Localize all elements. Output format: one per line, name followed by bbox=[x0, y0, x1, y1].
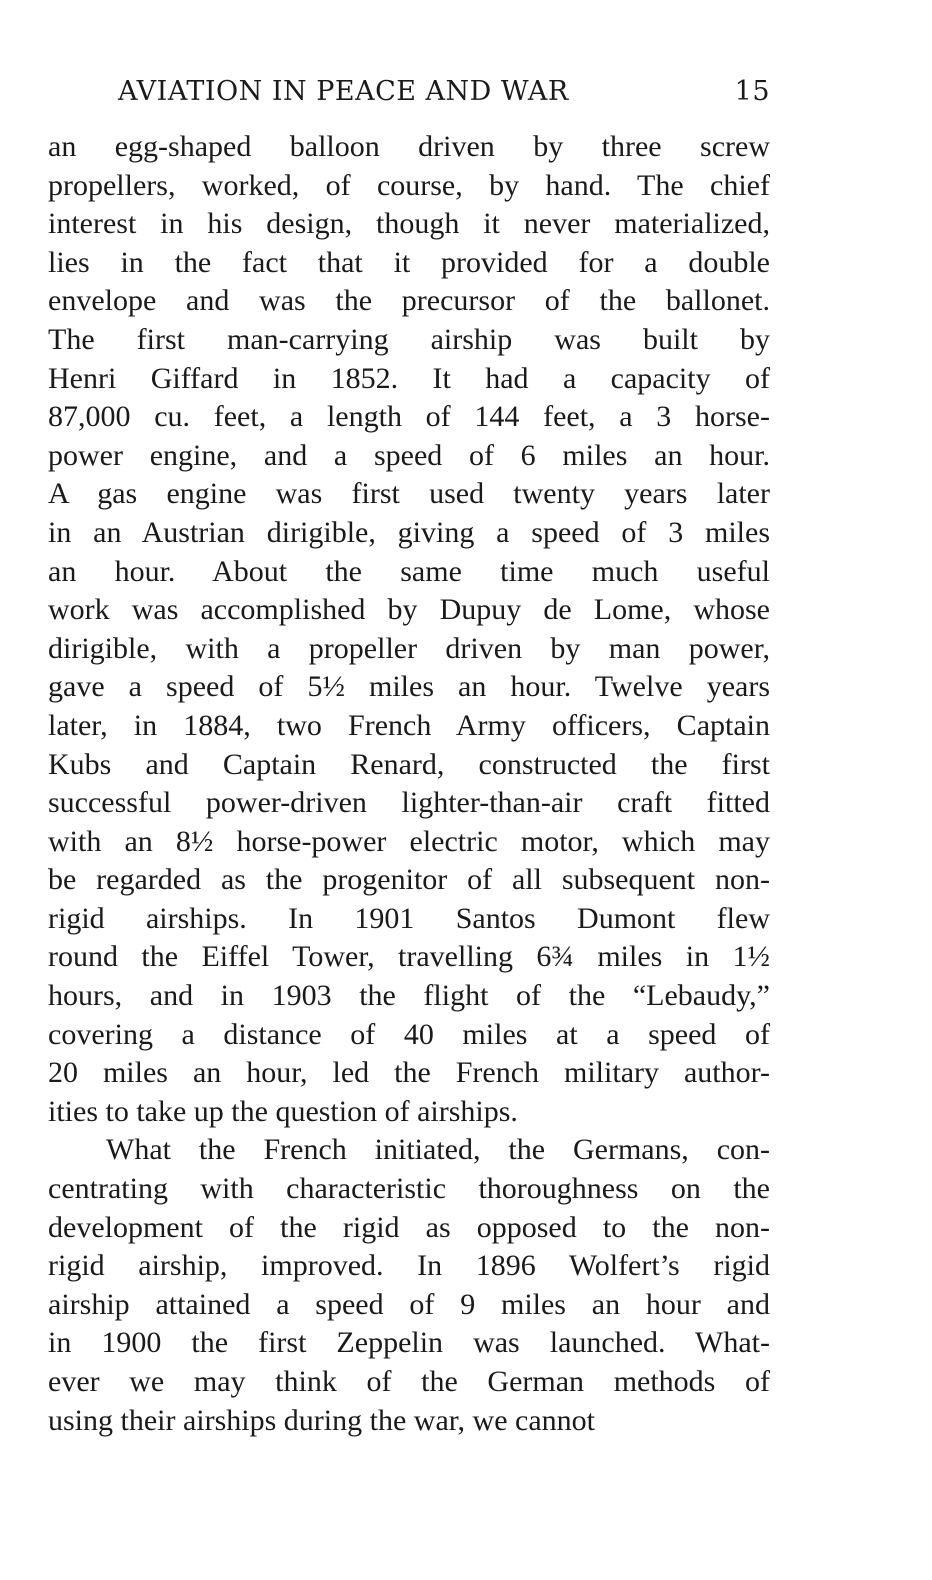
text-line: hours, and in 1903 the flight of the “Lebaudy,” bbox=[48, 979, 770, 1013]
text-line: dirigible, with a propeller driven by man power, bbox=[48, 631, 770, 665]
text-line: ities to take up the question of airships. bbox=[48, 1094, 518, 1128]
running-head-title: AVIATION IN PEACE AND WAR bbox=[118, 76, 569, 107]
page-number: 15 bbox=[734, 76, 770, 107]
text-line: What the French initiated, the Germans, con- bbox=[106, 1133, 770, 1167]
text-line: an egg-shaped balloon driven by three screw bbox=[48, 130, 770, 163]
text-line: Kubs and Captain Renard, constructed the first bbox=[48, 747, 770, 781]
paragraph bbox=[48, 1131, 770, 1440]
text-line: using their airships during the war, we cannot bbox=[48, 1403, 596, 1437]
text-line: covering a distance of 40 miles at a speed of bbox=[48, 1017, 770, 1051]
text-line: ever we may think of the German methods of bbox=[48, 1365, 770, 1398]
text-line: successful power-driven lighter-than-air craft fitted bbox=[48, 786, 770, 820]
text-line: rigid airship, improved. In 1896 Wolfert’s rigid bbox=[48, 1249, 770, 1283]
text-line: envelope and was the precursor of the ballonet. bbox=[48, 284, 770, 318]
paragraph bbox=[48, 128, 770, 1131]
text-line: an hour. About the same time much useful bbox=[48, 554, 770, 588]
text-line: power engine, and a speed of 6 miles an hour. bbox=[48, 438, 770, 472]
text-line: in an Austrian dirigible, giving a speed of 3 miles bbox=[48, 515, 770, 549]
text-line: rigid airships. In 1901 Santos Dumont flew bbox=[48, 901, 770, 935]
text-line: 87,000 cu. feet, a length of 144 feet, a 3 horse- bbox=[48, 400, 770, 434]
text-line: in 1900 the first Zeppelin was launched. What- bbox=[48, 1326, 770, 1360]
text-line: Henri Giffard in 1852. It had a capacity of bbox=[48, 361, 770, 395]
text-line: development of the rigid as opposed to the non- bbox=[48, 1210, 770, 1244]
text-line: propellers, worked, of course, by hand. The chief bbox=[48, 168, 770, 202]
text-line: lies in the fact that it provided for a double bbox=[48, 245, 770, 279]
text-line: round the Eiffel Tower, travelling 6¾ miles in 1½ bbox=[48, 940, 770, 974]
text-line: 20 miles an hour, led the French military author- bbox=[48, 1056, 770, 1090]
text-line: The first man-carrying airship was built by bbox=[48, 322, 770, 356]
text-line: be regarded as the progenitor of all subsequent non- bbox=[48, 863, 770, 897]
text-line: gave a speed of 5½ miles an hour. Twelve years bbox=[48, 670, 770, 704]
text-line: centrating with characteristic thoroughness on the bbox=[48, 1172, 770, 1206]
text-line: interest in his design, though it never materialized, bbox=[48, 207, 770, 241]
text-line: A gas engine was first used twenty years later bbox=[48, 477, 770, 511]
text-line: later, in 1884, two French Army officers, Captain bbox=[48, 708, 770, 742]
text-line: with an 8½ horse-power electric motor, which may bbox=[48, 824, 770, 858]
text-line: work was accomplished by Dupuy de Lome, whose bbox=[48, 593, 770, 627]
body-text bbox=[48, 128, 770, 1440]
running-head bbox=[118, 76, 770, 116]
text-line: airship attained a speed of 9 miles an hour and bbox=[48, 1287, 770, 1321]
